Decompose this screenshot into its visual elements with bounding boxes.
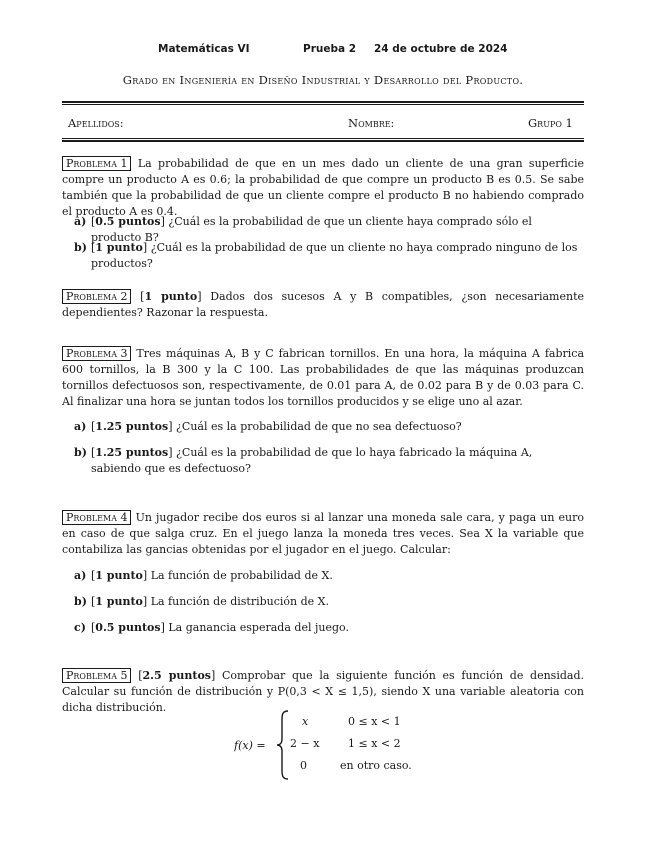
problem-1-label: Problema 1 bbox=[62, 156, 131, 171]
exam-date: 24 de octubre de 2024 bbox=[374, 43, 508, 55]
group-label: Grupo 1 bbox=[528, 116, 573, 130]
problem-5-points: 2.5 puntos bbox=[142, 669, 211, 682]
problem-3-item-b: b) [1.25 puntos] ¿Cuál es la probabilidad de que lo haya fabricado la máquina A, sabiendo que es defectuoso? bbox=[74, 446, 533, 475]
problem-1-statement bbox=[62, 156, 584, 220]
problem-4-statement bbox=[62, 510, 584, 558]
name-label: Nombre: bbox=[348, 116, 395, 130]
problem-5-text: Comprobar que la siguiente función es función de densidad. Calcular su función de distribución y P(0,3 < X ≤ 1,5), siendo X una variable aleatoria con dicha distribución. bbox=[62, 669, 584, 714]
problem-2-statement: Problema 2 [1 punto] Dados dos sucesos A y B compatibles, ¿son necesariamente dependientes? Razonar la respuesta. bbox=[62, 290, 585, 319]
surname-label: Apellidos: bbox=[68, 116, 124, 130]
case-3-expr: 0 bbox=[300, 759, 307, 772]
problem-2-text: Dados dos sucesos A y B compatibles, ¿son necesariamente dependientes? Razonar la respuesta. bbox=[62, 290, 585, 319]
case-1-cond: 0 ≤ x < 1 bbox=[348, 715, 401, 728]
exam-name: Prueba 2 bbox=[303, 43, 357, 55]
problem-4-item-b: b) [1 punto] La función de distribución de X. bbox=[74, 595, 330, 608]
bottom-rule bbox=[62, 140, 584, 142]
problem-2-points: 1 punto bbox=[144, 290, 198, 303]
problem-5-label: Problema 5 bbox=[62, 668, 131, 683]
density-function bbox=[234, 707, 494, 783]
case-1-expr: x bbox=[302, 715, 309, 728]
exam-header bbox=[62, 41, 584, 57]
student-fields bbox=[62, 115, 584, 131]
case-2-expr: 2 − x bbox=[290, 737, 320, 750]
problem-1-item-a: a) [0.5 puntos] ¿Cuál es la probabilidad de que un cliente haya comprado sólo el producto B? bbox=[74, 215, 532, 244]
problem-1-item-b: b) [1 punto] ¿Cuál es la probabilidad de que un cliente no haya comprado ninguno de los productos? bbox=[74, 241, 578, 270]
problem-3-text: Tres máquinas A, B y C fabrican tornillos. En una hora, la máquina A fabrica 600 tornillos, la B 300 y la C 100. Las probabilidades de que las máquinas produzcan tornillos defectuosos son, respectivamente, de 0.01 para A, de 0.02 para B y de 0.03 para C. Al finalizar una hora se juntan todos los tornillos producidos y se elige uno al azar. bbox=[62, 347, 585, 408]
problem-4-item-a: a) [1 punto] La función de probabilidad de X. bbox=[74, 569, 333, 582]
case-3-cond: en otro caso. bbox=[340, 759, 412, 772]
problem-4-item-c: c) [0.5 puntos] La ganancia esperada del juego. bbox=[74, 621, 349, 634]
bottom-rule-thin bbox=[62, 138, 584, 139]
problem-4-text: Un jugador recibe dos euros si al lanzar una moneda sale cara, y paga un euro en caso de que salga cruz. En el juego lanza la moneda tres veces. Sea X la variable que contabiliza las gancias obtenidas por el jugador en el juego. Calcular: bbox=[62, 511, 584, 556]
case-2-cond: 1 ≤ x < 2 bbox=[348, 737, 401, 750]
problem-4-label: Problema 4 bbox=[62, 510, 131, 525]
function-lhs: f(x) = bbox=[234, 739, 266, 752]
degree-title: Grado en Ingeniería en Diseño Industrial y Desarrollo del Producto. bbox=[122, 73, 524, 87]
problem-3-label: Problema 3 bbox=[62, 346, 131, 361]
problem-3-item-a: a) [1.25 puntos] ¿Cuál es la probabilidad de que no sea defectuoso? bbox=[74, 420, 462, 433]
problem-5-statement: Problema 5 [2.5 puntos] Comprobar que la siguiente función es función de densidad. Calcular su función de distribución y P(0,3 < X ≤ 1,5), siendo X una variable aleatoria con dicha distribución. bbox=[62, 669, 584, 714]
course-title: Matemáticas VI bbox=[158, 43, 250, 55]
problem-1-text: La probabilidad de que en un mes dado un cliente de una gran superficie compre un producto A es 0.6; la probabilidad de que compre un producto B es 0.5. Se sabe también que la probabilidad de que un cliente compre el producto B no habiendo comprado el producto A es 0.4. bbox=[62, 157, 584, 218]
problem-3-statement bbox=[62, 346, 584, 410]
function-brace bbox=[277, 711, 288, 779]
top-rule-thin bbox=[62, 104, 584, 105]
problem-2-label: Problema 2 bbox=[62, 289, 131, 304]
top-rule bbox=[62, 101, 584, 103]
